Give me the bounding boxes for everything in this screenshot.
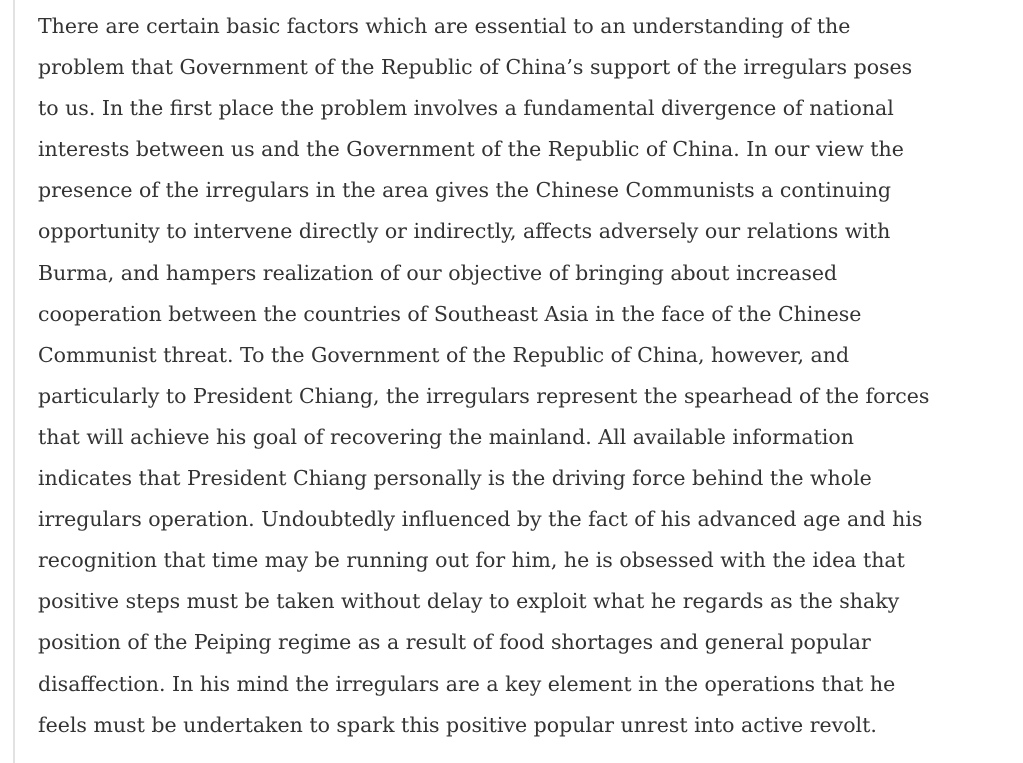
quote-paragraph [38,6,1016,746]
text-line: feels must be undertaken to spark this positive popular unrest into active revolt. [38,712,877,737]
text-line: interests between us and the Government of the Republic of China. In our view the [38,137,904,162]
text-line: positive steps must be taken without delay to exploit what he regards as the shaky [38,589,900,614]
text-line: particularly to President Chiang, the irregulars represent the spearhead of the forces [38,383,930,408]
text-line: opportunity to intervene directly or indirectly, affects adversely our relations with [38,219,891,244]
text-line: recognition that time may be running out for him, he is obsessed with the idea that [38,548,905,573]
text-line: cooperation between the countries of Southeast Asia in the face of the Chinese [38,301,862,326]
text-line: to us. In the first place the problem involves a fundamental divergence of national [38,96,894,121]
text-line: that will achieve his goal of recovering the mainland. All available information [38,424,854,449]
text-line: presence of the irregulars in the area gives the Chinese Communists a continuing [38,178,892,203]
text-line: There are certain basic factors which are essential to an understanding of the [38,14,851,38]
text-line: Burma, and hampers realization of our objective of bringing about increased [38,260,838,285]
text-line: irregulars operation. Undoubtedly influenced by the fact of his advanced age and his [38,507,923,532]
blockquote [13,0,1019,763]
text-line: Communist threat. To the Government of the Republic of China, however, and [38,342,850,367]
text-line: position of the Peiping regime as a result of food shortages and general popular [38,630,871,655]
text-line: disaffection. In his mind the irregulars are a key element in the operations that he [38,671,896,696]
text-line: indicates that President Chiang personally is the driving force behind the whole [38,466,872,491]
text-line: problem that Government of the Republic of China’s support of the irregulars poses [38,55,913,80]
